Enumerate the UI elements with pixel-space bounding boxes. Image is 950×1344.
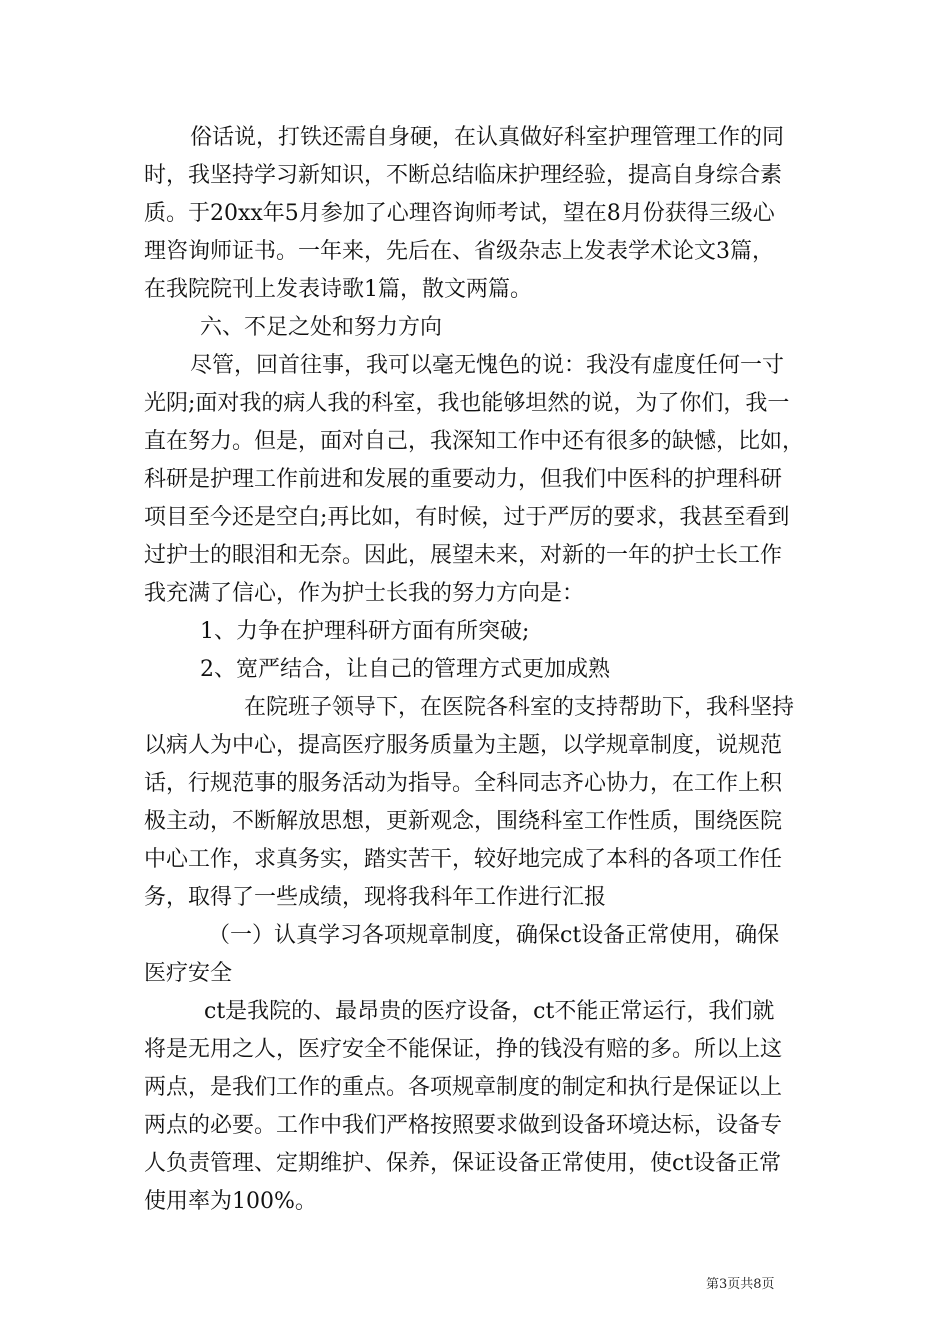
- paragraph-line: 使用率为100%。: [144, 1189, 317, 1214]
- paragraph-line: 话，行规范事的服务活动为指导。全科同志齐心协力，在工作上积: [144, 771, 783, 796]
- paragraph-line: 人负责管理、定期维护、保养，保证设备正常使用，使ct设备正常: [144, 1151, 782, 1176]
- paragraph-line: 我充满了信心，作为护士长我的努力方向是：: [144, 581, 585, 606]
- paragraph-line: 中心工作，求真务实，踏实苦干，较好地完成了本科的各项工作任: [144, 847, 783, 872]
- paragraph-line: 在我院院刊上发表诗歌1篇，散文两篇。: [144, 277, 532, 302]
- section-heading: 六、不足之处和努力方向: [200, 315, 443, 340]
- paragraph-line: 尽管，回首往事，我可以毫无愧色的说：我没有虚度任何一寸: [190, 353, 785, 378]
- paragraph-line: 直在努力。但是，面对自己，我深知工作中还有很多的缺憾，比如，: [144, 429, 805, 454]
- list-item: 1、力争在护理科研方面有所突破;: [200, 619, 530, 644]
- page-number: 第3页共8页: [706, 1277, 775, 1292]
- paragraph-line: 两点，是我们工作的重点。各项规章制度的制定和执行是保证以上: [144, 1075, 783, 1100]
- paragraph-line: 质。于20xx年5月参加了心理咨询师考试，望在8月份获得三级心: [144, 201, 775, 226]
- paragraph-line: 在院班子领导下，在医院各科室的支持帮助下，我科坚持: [244, 695, 795, 720]
- paragraph-line: 将是无用之人，医疗安全不能保证，挣的钱没有赔的多。所以上这: [144, 1037, 783, 1062]
- paragraph-line: 俗话说，打铁还需自身硬，在认真做好科室护理管理工作的同: [190, 125, 785, 150]
- paragraph-line: 光阴;面对我的病人我的科室，我也能够坦然的说，为了你们，我一: [144, 391, 790, 416]
- paragraph-line: ct是我院的、最昂贵的医疗设备，ct不能正常运行，我们就: [204, 999, 775, 1024]
- paragraph-line: 两点的必要。工作中我们严格按照要求做到设备环境达标，设备专: [144, 1113, 783, 1138]
- subsection-heading: （一）认真学习各项规章制度，确保ct设备正常使用，确保: [208, 923, 780, 948]
- paragraph-line: 项目至今还是空白;再比如，有时候，过于严厉的要求，我甚至看到: [144, 505, 790, 530]
- subsection-heading: 医疗安全: [144, 961, 233, 986]
- paragraph-line: 务，取得了一些成绩，现将我科年工作进行汇报: [144, 885, 607, 910]
- paragraph-line: 理咨询师证书。一年来，先后在、省级杂志上发表学术论文3篇，: [144, 239, 774, 264]
- paragraph-line: 以病人为中心，提高医疗服务质量为主题，以学规章制度，说规范: [144, 733, 783, 758]
- list-item: 2、宽严结合，让自己的管理方式更加成熟: [200, 657, 610, 682]
- paragraph-line: 过护士的眼泪和无奈。因此，展望未来，对新的一年的护士长工作: [144, 543, 783, 568]
- paragraph-line: 极主动，不断解放思想，更新观念，围绕科室工作性质，围绕医院: [144, 809, 783, 834]
- paragraph-line: 时，我坚持学习新知识，不断总结临床护理经验，提高自身综合素: [144, 163, 783, 188]
- paragraph-line: 科研是护理工作前进和发展的重要动力，但我们中医科的护理科研: [144, 467, 783, 492]
